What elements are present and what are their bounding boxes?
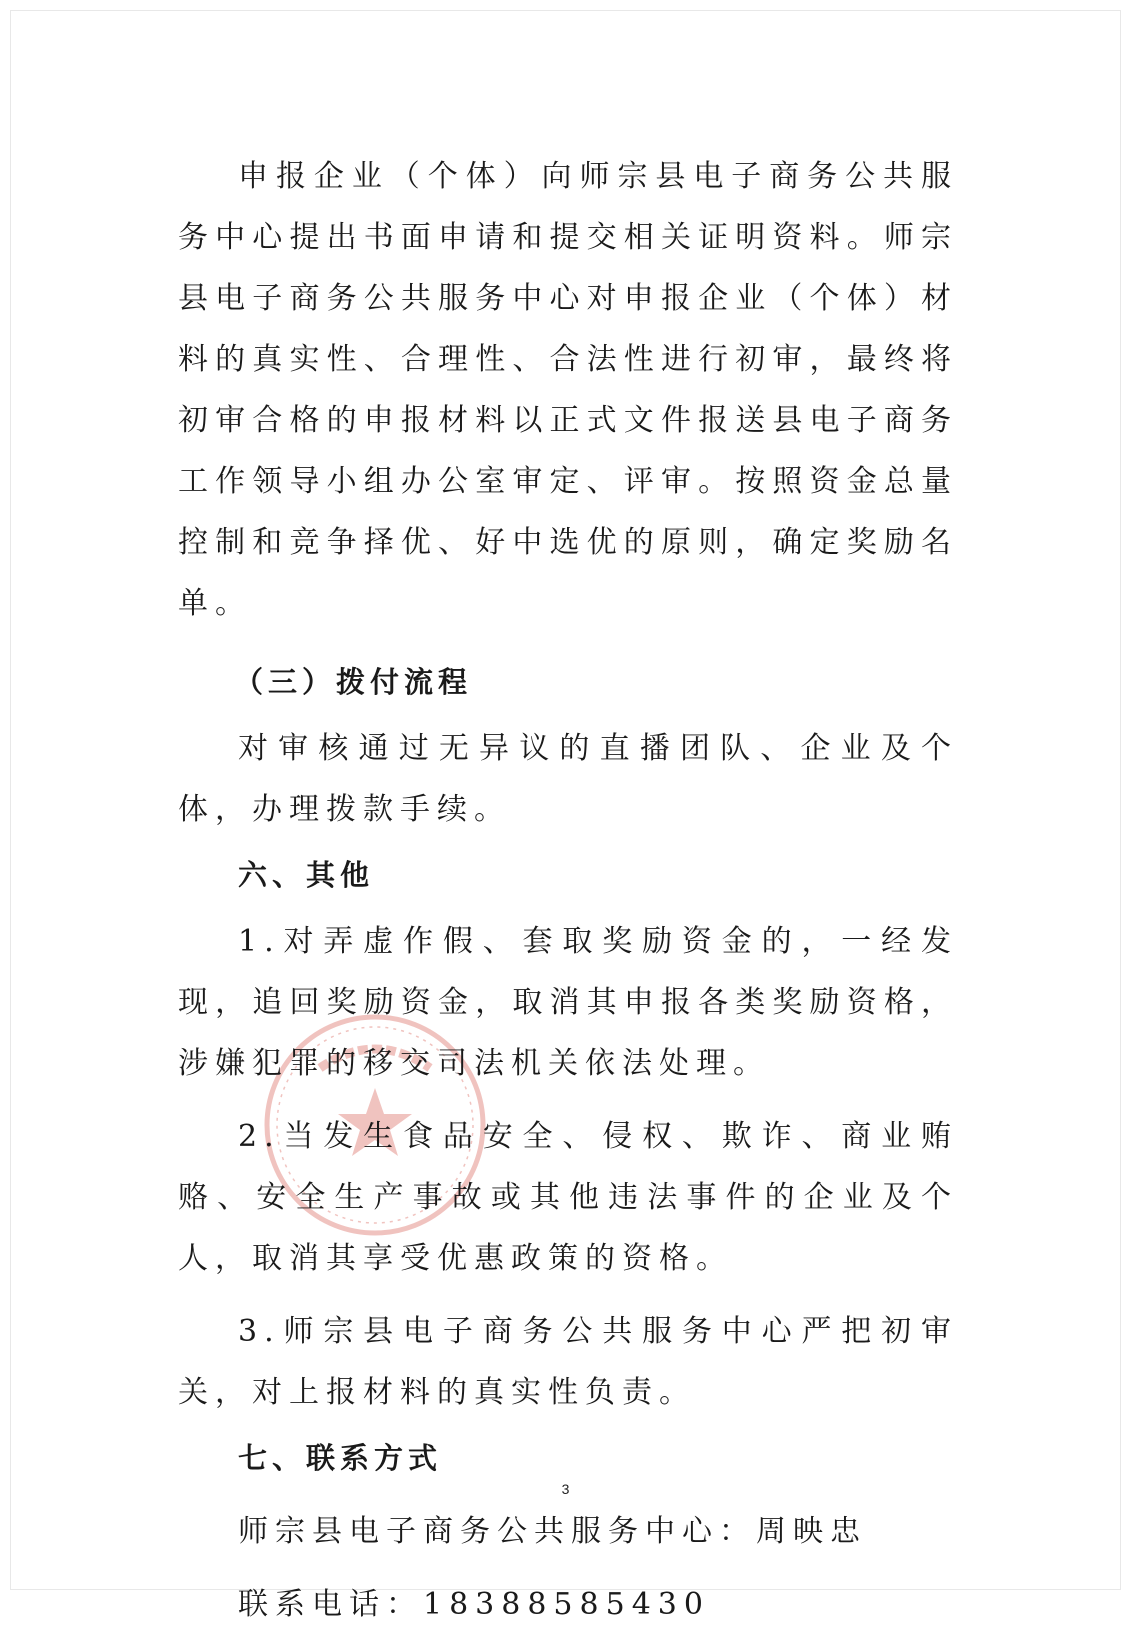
list-item-2: 2.当发生食品安全、侵权、欺诈、商业贿赂、安全生产事故或其他违法事件的企业及个人，取消其享受优惠政策的资格。 — [178, 1119, 958, 1276]
paragraph-disbursement: 对审核通过无异议的直播团队、企业及个体，办理拨款手续。 — [178, 731, 958, 827]
list-item-3: 3.师宗县电子商务公共服务中心严把初审关，对上报材料的真实性负责。 — [178, 1314, 958, 1410]
contact-organization: 师宗县电子商务公共服务中心：周映忠 — [238, 1514, 867, 1549]
contact-phone: 联系电话：18388585430 — [238, 1587, 710, 1622]
heading-other: 六、其他 — [238, 858, 375, 892]
document-body — [178, 146, 958, 1635]
heading-contact: 七、联系方式 — [238, 1441, 443, 1475]
heading-disbursement-process: （三）拨付流程 — [234, 665, 473, 699]
paragraph-application-review: 申报企业（个体）向师宗县电子商务公共服务中心提出书面申请和提交相关证明资料。师宗县电子商务公共服务中心对申报企业（个体）材料的真实性、合理性、合法性进行初审，最终将初审合格的申报材料以正式文件报送县电子商务工作领导小组办公室审定、评审。按照资金总量控制和竞争择优、好中选优的原则，确定奖励名单。 — [178, 159, 958, 621]
list-item-1: 1.对弄虚作假、套取奖励资金的，一经发现，追回奖励资金，取消其申报各类奖励资格，涉嫌犯罪的移交司法机关依法处理。 — [178, 924, 958, 1081]
page-number: 3 — [561, 1481, 570, 1497]
